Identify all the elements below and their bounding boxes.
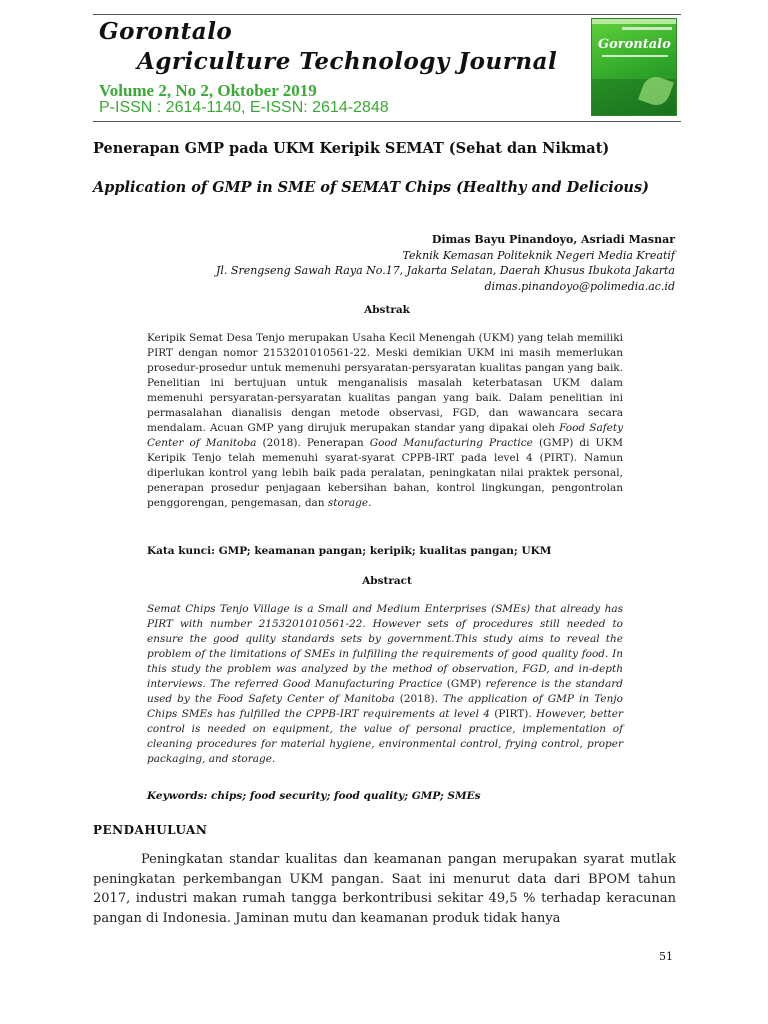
abstrak-body (147, 331, 623, 511)
author-email: dimas.pinandoyo@polimedia.ac.id (484, 279, 675, 293)
abstrak-text-4: . (368, 497, 372, 509)
abstrak-text-3: (GMP) di UKM Keripik Tenjo telah memenuhi syarat-syarat CPPB-IRT pada level 4 (PIRT). Namun diperlukan kontrol yang lebih baik pada peralatan, peningkatan nilai praktek personal, penerapan prosedur penjagaan kebersihan bahan, kontrol lingkungan, pengontrolan penggorengan, pengemasan, dan (147, 437, 623, 509)
abstrak-heading: Abstrak (364, 304, 410, 316)
author-address: Jl. Srengseng Sawah Raya No.17, Jakarta Selatan, Daerah Khusus Ibukota Jakarta (216, 264, 675, 277)
abstrak-italic-1: Food Safety Center of Manitoba (147, 422, 623, 449)
author-affiliation: Teknik Kemasan Politeknik Negeri Media Kreatif (402, 248, 675, 262)
cover-small-text (622, 27, 672, 30)
page-number: 51 (659, 950, 673, 963)
abstrak-text-1: Keripik Semat Desa Tenjo merupakan Usaha Kecil Menengah (UKM) yang telah memiliki PIRT dengan nomor 2153201010561-22. Meski demikian UKM ini masih memerlukan prosedur-prosedur untuk memenuhi persyaratan-persyaratan kualitas pangan yang baik. Penelitian ini bertujuan untuk menganalisis masalah keterbatasan UKM dalam memenuhi persyaratan-persyaratan kualitas pangan yang baik. Dalam penelitian ini permasalahan dianalisis dengan metode observasi, FGD, dan wawancara secara mendalam. Acuan GMP yang dirujuk merupakan standar yang dipakai oleh (147, 332, 623, 434)
abstrak-text-2: (2018). Penerapan (256, 437, 370, 449)
abstract-text-4: . However, better control is needed on equipment, the value of personal practice, implementation of cleaning procedures for material hygiene, environmental control, frying control, proper packaging, and storage. (147, 708, 623, 765)
abstrak-keywords: Kata kunci: GMP; keamanan pangan; keripik; kualitas pangan; UKM (147, 545, 552, 557)
abstract-heading: Abstract (362, 575, 412, 587)
abstract-text-3: . The application of GMP in Tenjo Chips SMEs has fulfilled the CPPB-IRT requirements at level 4 (147, 693, 623, 720)
journal-brand-title: Agriculture Technology Journal (137, 48, 558, 75)
cover-logo: Gorontalo (598, 37, 671, 52)
header-top-rule (93, 14, 681, 15)
journal-cover-image (591, 18, 677, 116)
abstract-normal-2: (2018) (399, 693, 435, 705)
cover-top-bar (592, 19, 677, 24)
author-block (216, 232, 675, 294)
journal-brand-gorontalo: Gorontalo (99, 18, 233, 45)
cover-subtitle-line (602, 55, 668, 57)
abstract-text-1: Semat Chips Tenjo Village is a Small and Medium Enterprises (SMEs) that already has PIRT with number 2153201010561-22. However sets of procedures still needed to ensure the good qulity standards sets by government.This study aims to reveal the problem of the limitations of SMEs in fulfilling the requirements of good quality food. In this study the problem was analyzed by the method of observation, FGD, and in-depth interviews. The referred Good Manufacturing Practice (147, 603, 623, 690)
abstrak-italic-3: storage (327, 497, 369, 509)
journal-issn: P-ISSN : 2614-1140, E-ISSN: 2614-2848 (99, 99, 389, 116)
journal-header (93, 14, 681, 122)
abstract-normal-3: (PIRT) (494, 708, 529, 720)
abstrak-italic-2: Good Manufacturing Practice (369, 437, 533, 449)
paper-title-english: Application of GMP in SME of SEMAT Chips (Healthy and Delicious) (93, 179, 649, 196)
intro-paragraph: Peningkatan standar kualitas dan keamanan pangan merupakan syarat mutlak peningkatan perkembangan UKM pangan. Saat ini menurut data dari BPOM tahun 2017, industri makan rumah tangga berkontribusi sekitar 49,5 % terhadap keracunan pangan di Indonesia. Jaminan mutu dan keamanan produk tidak hanya (93, 852, 676, 926)
author-names: Dimas Bayu Pinandoyo, Asriadi Masnar (431, 233, 675, 246)
abstract-body (147, 602, 623, 767)
header-bottom-rule (93, 121, 681, 122)
journal-volume: Volume 2, No 2, Oktober 2019 (99, 81, 317, 100)
abstract-keywords: Keywords: chips; food security; food quality; GMP; SMEs (147, 790, 481, 802)
paper-title-indonesian: Penerapan GMP pada UKM Keripik SEMAT (Sehat dan Nikmat) (93, 140, 610, 157)
intro-heading: PENDAHULUAN (93, 823, 208, 837)
abstract-normal-1: (GMP) (446, 678, 482, 690)
abstract-text-2: reference is the standard used by the Food Safety Center of Manitoba (147, 678, 623, 705)
